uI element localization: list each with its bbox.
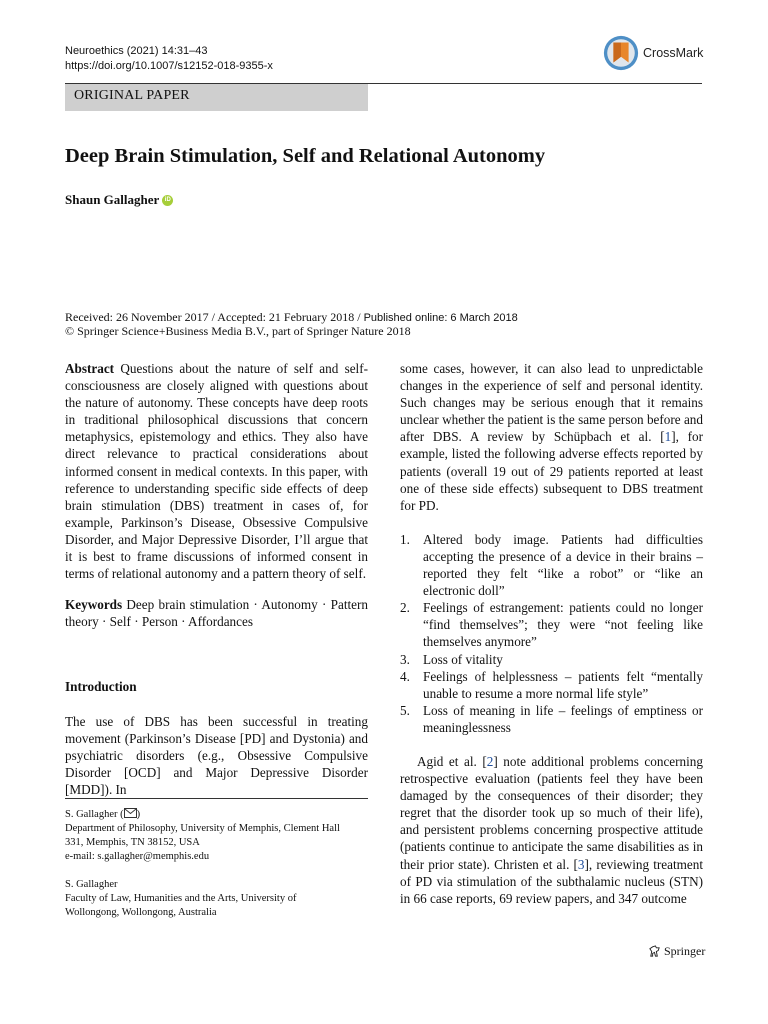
orcid-icon[interactable]: iD [162, 195, 173, 206]
list-text: Loss of meaning in life – feelings of emptiness or meaninglessness [423, 702, 703, 735]
author-line [65, 192, 173, 208]
copyright-line: © Springer Science+Business Media B.V., part of Springer Nature 2018 [65, 324, 411, 338]
paper-type-banner [65, 84, 368, 111]
author-email[interactable]: e-mail: s.gallagher@memphis.edu [65, 851, 210, 862]
list-item [400, 531, 703, 599]
citation-link-1[interactable]: 1 [664, 429, 672, 445]
paper-type-label: ORIGINAL PAPER [74, 88, 190, 103]
springer-horse-icon [648, 945, 661, 958]
right-column [400, 360, 703, 907]
crossmark-icon [602, 34, 640, 72]
journal-citation: Neuroethics (2021) 14:31–43 [65, 45, 208, 57]
publisher-name: Springer [664, 944, 706, 958]
affiliation-dept-line2: 331, Memphis, TN 38152, USA [65, 837, 200, 848]
paragraph-text: some cases, however, it can also lead to unpredictable changes in the experience of self and personal identity. Such changes may be serious enough that it remains unclear whether the patient is the same person before and after DBS. A review by Schüpbach et al. [ [400, 361, 703, 445]
list-text: Feelings of helplessness – patients felt “mentally unable to resume a more normal life style” [423, 668, 703, 701]
keywords-paragraph [65, 596, 368, 630]
list-number: 5. [400, 702, 410, 718]
list-number: 3. [400, 651, 410, 667]
body-paragraph-2 [400, 753, 703, 907]
paragraph-text: ] note additional problems concerning retrospective evaluation (patients feel they have been damaged by the consequences of their disorder; they regret that the disorder took up so much of their life), and persistent problems concerning prospective attitude (patients continue to anticipate the same disabilities as in their prior state). Christen et al. [ [400, 753, 703, 872]
introduction-heading: Introduction [65, 679, 137, 695]
list-item [400, 668, 703, 702]
keywords-text: Deep brain stimulation · Autonomy · Pattern theory · Self · Person · Affordances [65, 597, 368, 630]
paragraph-text: ], for example, listed the following adverse effects reported by patients (overall 19 out of 29 patients reported at least one of these side effects) subsequent to DBS treatment for PD. [400, 429, 703, 513]
affiliation-faculty-line2: Wollongong, Wollongong, Australia [65, 907, 217, 918]
list-item [400, 599, 703, 650]
citation-link-3[interactable]: 3 [577, 856, 585, 872]
affiliation-rule [65, 798, 368, 799]
list-text: Altered body image. Patients had difficulties accepting the presence of a device in their brains – reported they felt “like a robot” or “like an electronic doll” [423, 531, 703, 599]
paragraph-text: Agid et al. [ [417, 753, 487, 769]
article-title: Deep Brain Stimulation, Self and Relational Autonomy [65, 145, 546, 167]
list-item [400, 702, 703, 736]
citation-link-2[interactable]: 2 [486, 753, 494, 769]
abstract-paragraph [65, 360, 368, 582]
abstract-label: Abstract [65, 361, 115, 376]
envelope-icon [124, 808, 137, 818]
received-accepted-text: Received: 26 November 2017 / Accepted: 21 February 2018 / [65, 310, 364, 324]
introduction-text: The use of DBS has been successful in treating movement (Parkinson’s Disease [PD] and Dystonia) and psychiatric disorders (e.g., Obsessive Compulsive Disorder [OCD] and Major Depressive Disorder [MDD]). In [65, 713, 368, 797]
author-name[interactable]: Shaun Gallagher [65, 192, 160, 207]
list-item [400, 651, 703, 668]
list-number: 1. [400, 531, 410, 547]
affiliation-dept-line1: Department of Philosophy, University of Memphis, Clement Hall [65, 823, 340, 834]
paragraph-text: ], reviewing treatment of PD via stimulation of the subthalamic nucleus (STN) in 66 case reports, 69 review papers, and 347 outcome [400, 856, 703, 906]
affiliation-faculty-line1: Faculty of Law, Humanities and the Arts, University of [65, 893, 297, 904]
published-online-text: Published online: 6 March 2018 [363, 312, 518, 324]
keywords-label: Keywords [65, 597, 123, 613]
received-dates [65, 310, 518, 325]
corresponding-author-name: S. Gallagher [65, 809, 118, 820]
side-effects-list [400, 531, 703, 736]
list-text: Feelings of estrangement: patients could no longer “find themselves”; they were “not feeling like themselves anymore” [423, 600, 703, 650]
list-number: 4. [400, 668, 410, 684]
left-column [65, 360, 368, 798]
crossmark-label: CrossMark [643, 46, 704, 60]
corresponding-author: S. Gallagher ( ) [65, 809, 141, 820]
crossmark-badge[interactable] [602, 33, 732, 73]
affiliations [65, 808, 375, 920]
doi-link[interactable]: https://doi.org/10.1007/s12152-018-9355-x [65, 60, 273, 72]
second-affiliation-author: S. Gallagher [65, 879, 118, 890]
body-paragraph-1 [400, 360, 703, 514]
list-text: Loss of vitality [423, 651, 503, 667]
springer-logo [648, 944, 705, 959]
abstract-text: Questions about the nature of self and self-consciousness are closely aligned with questions about the nature of autonomy. These concepts have deep roots in traditional philosophical discussions that concern metaphysics, epistemology and ethics. They also have direct relevance to practical considerations about informed consent in medical contexts. In this paper, with reference to understanding specific side effects of deep brain stimulation (DBS) treatment in cases of, for example, Parkinson’s Disease, Obsessive Compulsive Disorder, and Major Depressive Disorder, I’ll argue that it is best to frame discussions of informed consent in terms of relational autonomy and a pattern theory of self. [65, 361, 369, 582]
list-number: 2. [400, 600, 410, 616]
